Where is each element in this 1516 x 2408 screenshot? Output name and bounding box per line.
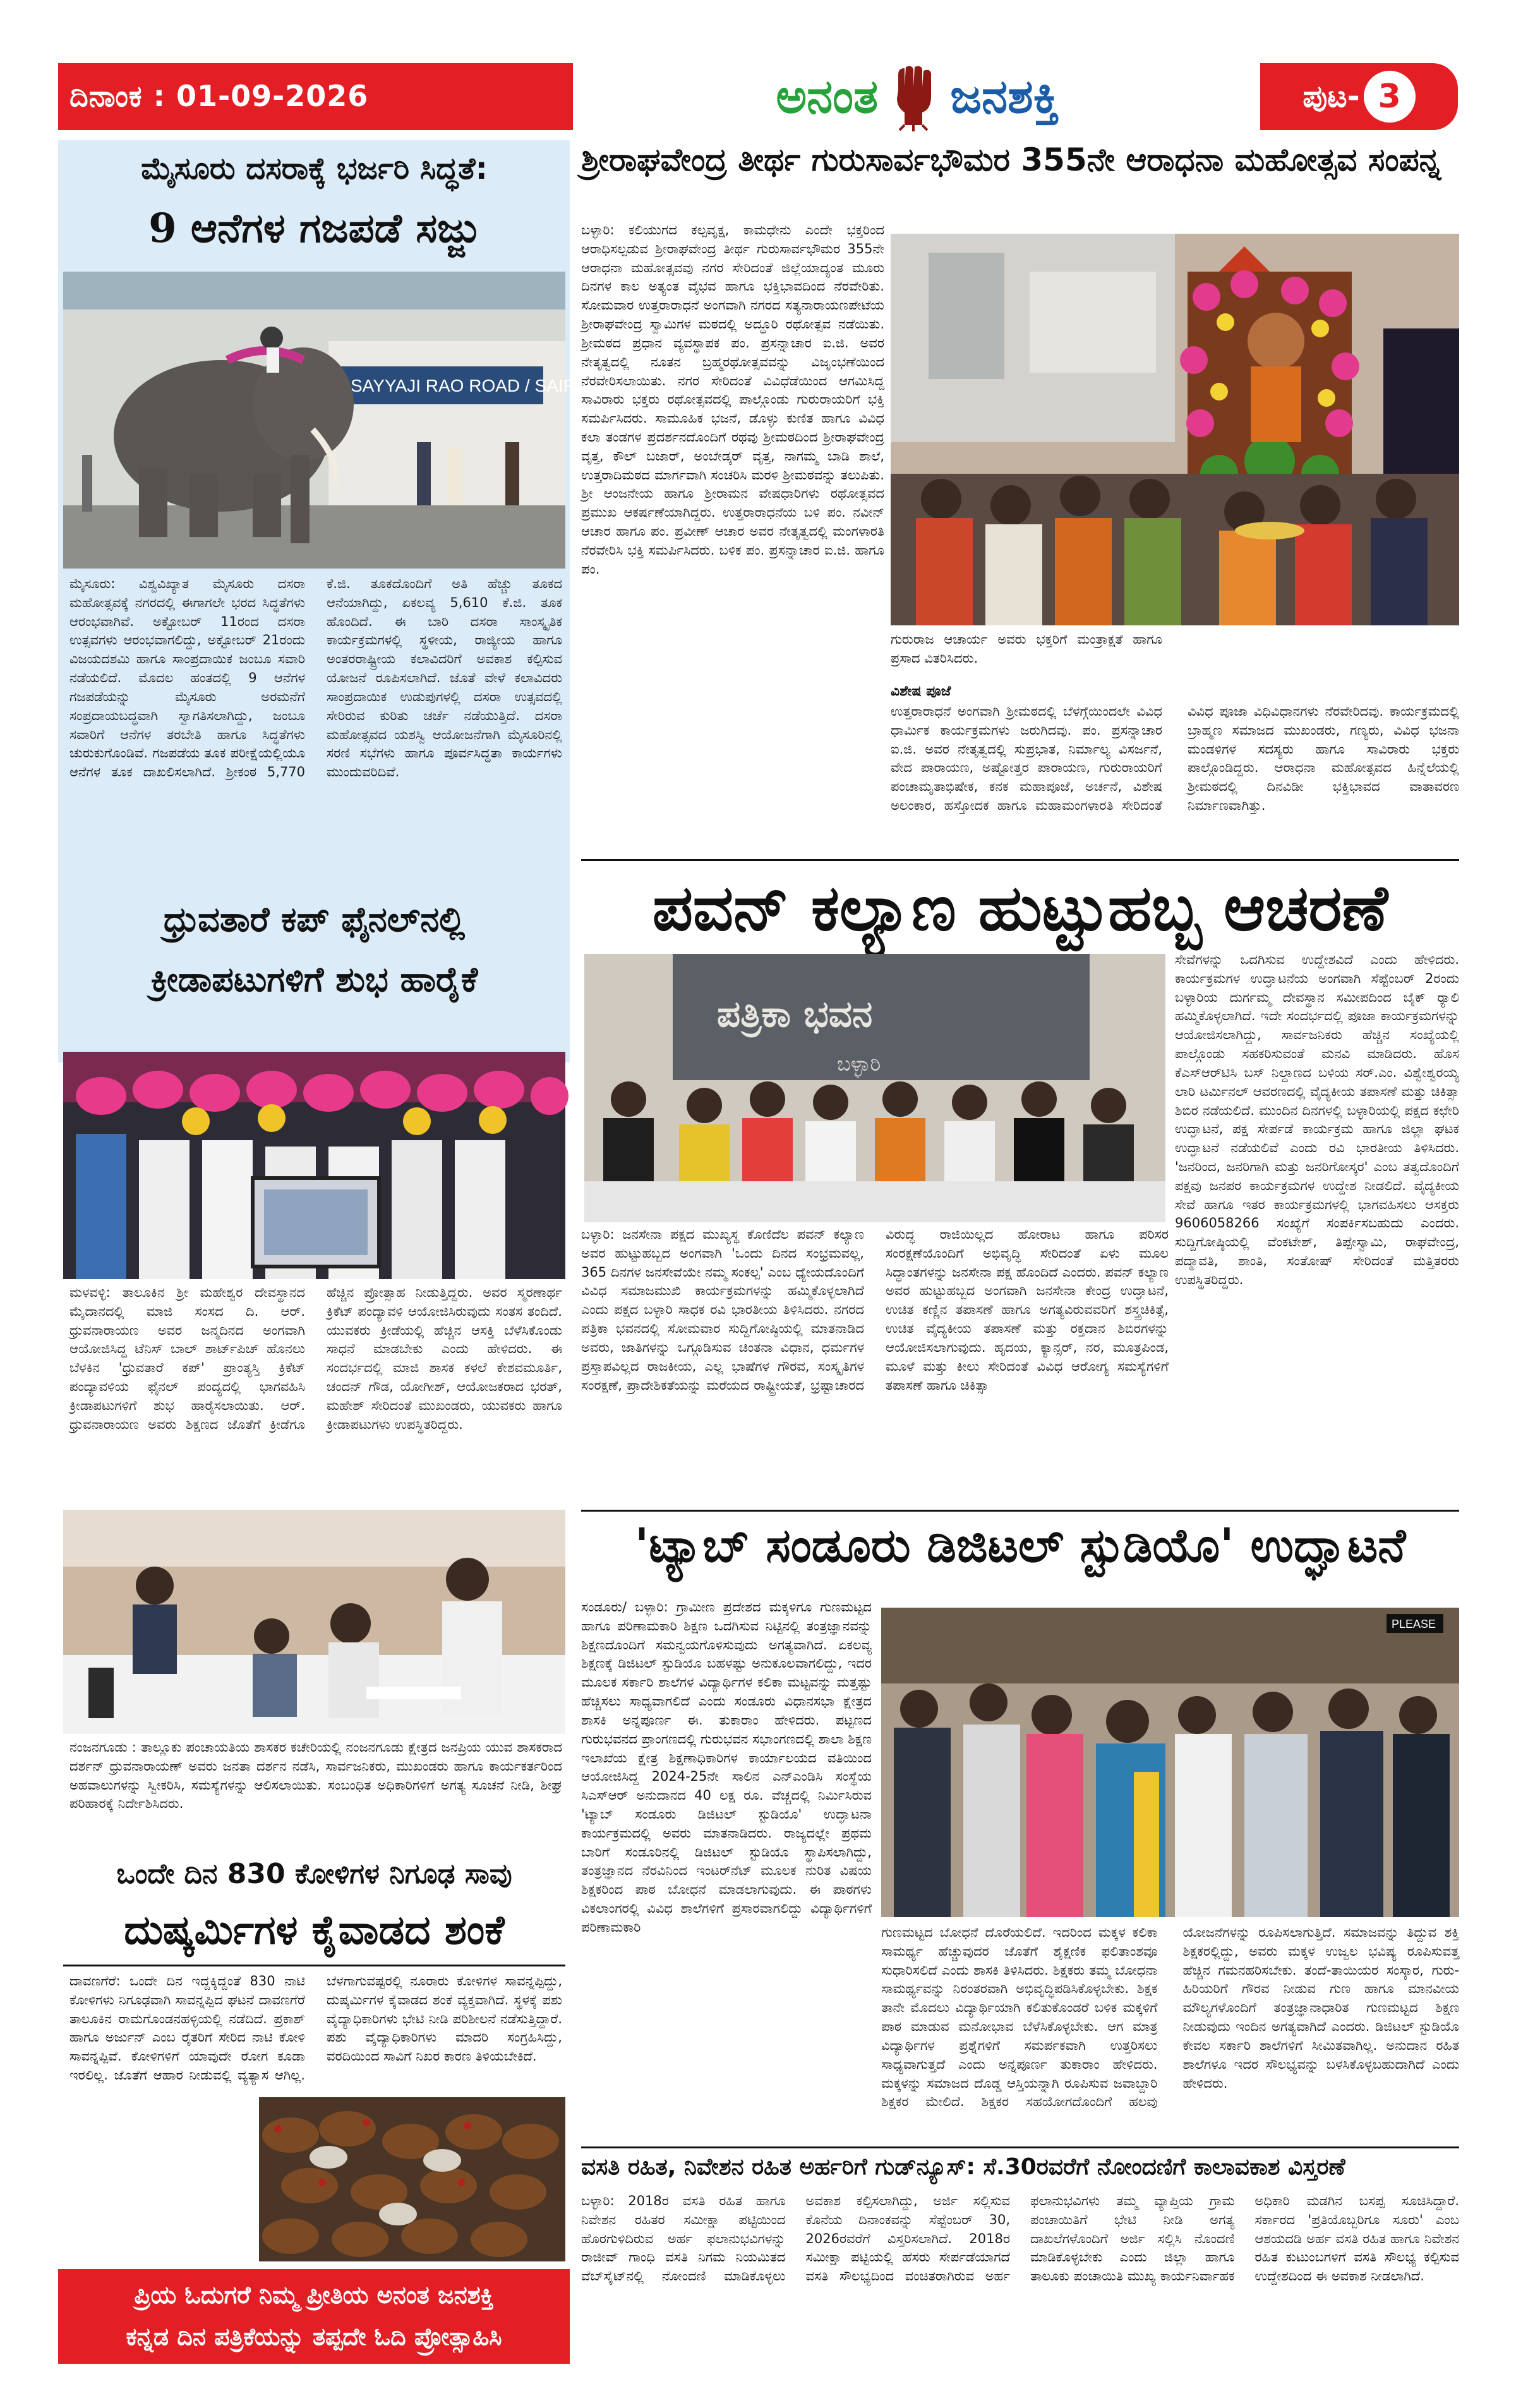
raghavendra-headline: ಶ್ರೀರಾಘವೇಂದ್ರ ತೀರ್ಥ ಗುರುಸಾರ್ವಭೌಮರ 355ನೇ ಆರಾಧನಾ ಮಹೋತ್ಸವ ಸಂಪನ್ನ — [581, 141, 1441, 178]
cricket-subheadline: ಕ್ರೀಡಾಪಟುಗಳಿಗೆ ಶುಭ ಹಾರೈಕೆ — [150, 960, 478, 999]
raghavendra-photo-caption: ಗುರುರಾಜ ಆಚಾರ್ಯ ಅವರು ಭಕ್ತರಿಗೆ ಮಂತ್ರಾಕ್ಷತೆ ಹಾಗೂ ಪ್ರಸಾದ ವಿತರಿಸಿದರು. — [891, 632, 1162, 666]
tab-body-b: ಗುಣಮಟ್ಟದ ಬೋಧನೆ ದೊರೆಯಲಿದೆ. ಇದರಿಂದ ಮಕ್ಕಳ ಕಲಿಕಾ ಸಾಮರ್ಥ್ಯ ಹೆಚ್ಚುವುದರ ಜೊತೆಗೆ ಶೈಕ್ಷಣಿಕ ಫಲಿತಾಂಶವೂ ಸುಧಾರಿಸಲಿದೆ ಎಂದು ಶಾಸಕಿ ತಿಳಿಸಿದರು. ಶಿಕ್ಷಕರು ತಮ್ಮ ಬೋಧನಾ ಸಾಮರ್ಥ್ಯವನ್ನು ನಿರಂತರವಾಗಿ ಅಭಿವೃದ್ಧಿಪಡಿಸಿಕೊಳ್ಳಬೇಕು. ಶಿಕ್ಷಕ ತಾನೇ ಮೊದಲು ವಿದ್ಯಾರ್ಥಿಯಾಗಿ ಕಲಿತುಕೊಂಡರೆ ಬಳಿಕ ಮಕ್ಕಳಿಗೆ ಪಾಠ ಮಾಡುವ ಮನೋಭಾವ ಬೆಳೆಸಿಕೊಳ್ಳಬೇಕು. ಆಗ ಮಾತ್ರ ವಿದ್ಯಾರ್ಥಿಗಳ ಪ್ರಶ್ನೆಗಳಿಗೆ ಸಮರ್ಪಕವಾಗಿ ಉತ್ತರಿಸಲು ಸಾಧ್ಯವಾಗುತ್ತದೆ ಎಂದು ಅನ್ನಪೂರ್ಣ ತುಕಾರಾಂ ಹೇಳಿದರು. ಮಕ್ಕಳನ್ನು ಸಮಾಜದ ದೊಡ್ಡ ಆಸ್ತಿಯನ್ನಾಗಿ ರೂಪಿಸುವ ಜವಾಬ್ದಾರಿ ಶಿಕ್ಷಕರ ಮೇಲಿದೆ. ಶಿಕ್ಷಕರ ಸಹಯೋಗದೊಂದಿಗೆ ಹಲವು ಯೋಜನೆಗಳನ್ನು ರೂಪಿಸಲಾಗುತ್ತಿದೆ. ಸಮಾಜವನ್ನು ತಿದ್ದುವ ಶಕ್ತಿ ಶಿಕ್ಷಕರಲ್ಲಿದ್ದು, ಅವರು ಮಕ್ಕಳ ಉಜ್ವಲ ಭವಿಷ್ಯ ರೂಪಿಸುವತ್ತ ಹೆಚ್ಚಿನ ಗಮನಹರಿಸಬೇಕು. ತಂದೆ-ತಾಯಿಯರ ಸಂಸ್ಕಾರ, ಗುರು-ಹಿರಿಯರಿಗೆ ಗೌರವ ನೀಡುವ ಗುಣ ಹಾಗೂ ಮಾನವೀಯ ಮೌಲ್ಯಗಳೊಂದಿಗೆ ತಂತ್ರಜ್ಞಾನಾಧಾರಿತ ಗುಣಮಟ್ಟದ ಶಿಕ್ಷಣ ನೀಡುವುದು ಇಂದಿನ ಅಗತ್ಯವಾಗಿದೆ ಎಂದರು. ಡಿಜಿಟಲ್ ಸ್ಟುಡಿಯೊ ಕೇವಲ ಸರ್ಕಾರಿ ಶಾಲೆಗಳಿಗೆ ಸೀಮಿತವಾಗಿಲ್ಲ. ಅನುದಾನ ರಹಿತ ಶಾಲೆಗಳೂ ಇದರ ಸೌಲಭ್ಯವನ್ನು ಬಳಸಿಕೊಳ್ಳಬಹುದಾಗಿದೆ ಎಂದು ಹೇಳಿದರು. — [881, 1925, 1459, 2110]
raised-fist-icon — [886, 62, 942, 131]
section-divider — [63, 1965, 565, 1966]
page-label: ಪುಟ- — [1302, 78, 1360, 114]
cricket-headline: ಧ್ರುವತಾರೆ ಕಪ್ ಫೈನಲ್‌ನಲ್ಲಿ — [163, 900, 466, 939]
digital-studio-photo-illustration — [881, 1608, 1459, 1917]
press-banner-title: ಪತ್ರಿಕಾ ಭವನ — [717, 992, 873, 1035]
housing-body: ಬಳ್ಳಾರಿ: 2018ರ ವಸತಿ ರಹಿತ ಹಾಗೂ ನಿವೇಶನ ರಹಿತರ ಸಮೀಕ್ಷಾ ಪಟ್ಟಿಯಿಂದ ಹೊರಗುಳಿದಿರುವ ಅರ್ಹ ಫಲಾನುಭವಿಗಳನ್ನು ರಾಜೀವ್ ಗಾಂಧಿ ವಸತಿ ನಿಗಮ ನಿಯಮಿತದ ವೆಬ್‌ಸೈಟ್‌ನಲ್ಲಿ ನೋಂದಣಿ ಮಾಡಿಕೊಳ್ಳಲು ಅವಕಾಶ ಕಲ್ಪಿಸಲಾಗಿದ್ದು, ಅರ್ಜಿ ಸಲ್ಲಿಸುವ ಕೊನೆಯ ದಿನಾಂಕವನ್ನು ಸೆಪ್ಟೆಂಬರ್ 30, 2026ರವರೆಗೆ ವಿಸ್ತರಿಸಲಾಗಿದೆ. 2018ರ ಸಮೀಕ್ಷಾ ಪಟ್ಟಿಯಲ್ಲಿ ಹೆಸರು ಸೇರ್ಪಡೆಯಾಗದೆ ವಸತಿ ಸೌಲಭ್ಯದಿಂದ ವಂಚಿತರಾಗಿರುವ ಅರ್ಹ ಫಲಾನುಭವಿಗಳು ತಮ್ಮ ವ್ಯಾಪ್ತಿಯ ಗ್ರಾಮ ಪಂಚಾಯಿತಿಗೆ ಭೇಟಿ ನೀಡಿ ಅಗತ್ಯ ದಾಖಲೆಗಳೊಂದಿಗೆ ಅರ್ಜಿ ಸಲ್ಲಿಸಿ ನೊಂದಣಿ ಮಾಡಿಕೊಳ್ಳಬೇಕು ಎಂದು ಜಿಲ್ಲಾ ಹಾಗೂ ತಾಲೂಕು ಪಂಚಾಯಿತಿ ಮುಖ್ಯ ಕಾರ್ಯನಿರ್ವಾಹಕ ಅಧಿಕಾರಿ ಮಡಗಿನ ಬಸಪ್ಪ ಸೂಚಿಸಿದ್ದಾರೆ. ಸರ್ಕಾರದ 'ಪ್ರತಿಯೊಬ್ಬರಿಗೂ ಸೂರು' ಎಂಬ ಆಶಯದಡಿ ಅರ್ಹ ವಸತಿ ರಹಿತ ಹಾಗೂ ನಿವೇಶನ ರಹಿತ ಕುಟುಂಬಗಳಿಗೆ ವಸತಿ ಸೌಲಭ್ಯ ಕಲ್ಪಿಸುವ ಉದ್ದೇಶದಿಂದ ಈ ಅವಕಾಶ ನೀಡಲಾಗಿದೆ. — [581, 2193, 1459, 2284]
chickens-photo-illustration — [259, 2097, 565, 2261]
chicken-headline: ಒಂದೇ ದಿನ 830 ಕೋಳಿಗಳ ನಿಗೂಢ ಸಾವು — [116, 1858, 512, 1890]
page-number-badge — [1260, 63, 1458, 130]
section-divider — [581, 859, 1459, 861]
press-banner-subtitle: ಬಳ್ಳಾರಿ — [837, 1052, 881, 1076]
newspaper-logo — [572, 58, 1263, 135]
date-text: ದಿನಾಂಕ : 01-09-2026 — [69, 79, 369, 113]
digital-studio-photo — [881, 1608, 1459, 1917]
rathotsava-photo-illustration — [891, 234, 1459, 625]
janata-darshan-photo-illustration — [63, 1510, 565, 1734]
raghavendra-subhead: ವಿಶೇಷ ಪೂಜೆ — [891, 683, 951, 699]
chicken-body-top: ದಾವಣಗೆರೆ: ಒಂದೇ ದಿನ ಇದ್ದಕ್ಕಿದ್ದಂತೆ 830 ನಾಟಿ ಕೋಳಿಗಳು ನಿಗೂಢವಾಗಿ ಸಾವನ್ನಪ್ಪಿದ ಘಟನೆ ದಾವಣಗೆರೆ ತಾಲೂಕಿನ ರಾಮಗೊಂಡನಹಳ್ಳಿಯಲ್ಲಿ ನಡೆದಿದೆ. ಪ್ರಕಾಶ್ ಹಾಗೂ ಅರ್ಜುನ್ ಎಂಬ ರೈತರಿಗೆ ಸೇರಿದ ನಾಟಿ ಕೋಳಿ ಸಾವನ್ನಪ್ಪಿವೆ. ಕೋಳಿಗಳಿಗೆ ಯಾವುದೇ ರೋಗ ಕೂಡಾ ಇರಲಿಲ್ಲ. ಜೊತೆಗೆ ಆಹಾರ ನೀಡುವಲ್ಲಿ ವ್ಯತ್ಯಾಸ ಆಗಿಲ್ಲ. ಬೆಳಗಾಗುವಷ್ಟರಲ್ಲಿ ನೂರಾರು ಕೋಳಿಗಳ ಸಾವನ್ನಪ್ಪಿದ್ದು, ದುಷ್ಕರ್ಮಿಗಳ ಕೈವಾಡದ ಶಂಕೆ ವ್ಯಕ್ತವಾಗಿದೆ. ಸ್ಥಳಕ್ಕೆ ಪಶು ವೈದ್ಯಾಧಿಕಾರಿಗಳು ಭೇಟಿ ನೀಡಿ ಪರಿಶೀಲನೆ ನಡೆಸುತ್ತಿದ್ದಾರೆ. ಪಶು ವೈದ್ಯಾಧಿಕಾರಿಗಳು ಮಾದರಿ ಸಂಗ್ರಹಿಸಿದ್ದು, ವರದಿಯಿಂದ ಸಾವಿಗೆ ನಿಖರ ಕಾರಣ ತಿಳಿಯಬೇಕಿದೆ. — [69, 1973, 562, 2083]
housing-headline: ವಸತಿ ರಹಿತ, ನಿವೇಶನ ರಹಿತ ಅರ್ಹರಿಗೆ ಗುಡ್‌ನ್ಯೂಸ್: ಸೆ.30ರವರೆಗೆ ನೋಂದಣಿಗೆ ಕಾಲಾವಕಾಶ ವಿಸ್ತರಣೆ — [581, 2154, 1345, 2180]
cricket-photo-illustration — [63, 1052, 565, 1279]
reader-appeal-line2: ಕನ್ನಡ ದಿನ ಪತ್ರಿಕೆಯನ್ನು ತಪ್ಪದೇ ಓದಿ ಪ್ರೋತ್ಸಾಹಿಸಿ — [126, 2323, 502, 2351]
section-divider — [581, 1510, 1459, 1512]
tab-body-a: ಸಂಡೂರು/ ಬಳ್ಳಾರಿ: ಗ್ರಾಮೀಣ ಪ್ರದೇಶದ ಮಕ್ಕಳಿಗೂ ಗುಣಮಟ್ಟದ ಹಾಗೂ ಪರಿಣಾಮಕಾರಿ ಶಿಕ್ಷಣ ಒದಗಿಸುವ ನಿಟ್ಟಿನಲ್ಲಿ ತಂತ್ರಜ್ಞಾನವನ್ನು ಶಿಕ್ಷಣದೊಂದಿಗೆ ಸಮನ್ವಯಗೊಳಿಸುವುದು ಅಗತ್ಯವಾಗಿದೆ. ಏಕಲವ್ಯ ಶಿಕ್ಷಣಕ್ಕೆ ಡಿಜಿಟಲ್ ಸ್ಟುಡಿಯೊ ಬಹಳಷ್ಟು ಅನುಕೂಲವಾಗಲಿದ್ದು, ಇದರ ಮೂಲಕ ಸರ್ಕಾರಿ ಶಾಲೆಗಳ ವಿದ್ಯಾರ್ಥಿಗಳ ಕಲಿಕಾ ಮಟ್ಟವನ್ನು ಮತ್ತಷ್ಟು ಹೆಚ್ಚಿಸಲು ಸಾಧ್ಯವಾಗಲಿದೆ ಎಂದು ಸಂಡೂರು ವಿಧಾನಸಭಾ ಕ್ಷೇತ್ರದ ಶಾಸಕಿ ಅನ್ನಪೂರ್ಣ ಈ. ತುಕಾರಾಂ ಹೇಳಿದರು. ಪಟ್ಟಣದ ಗುರುಭವನದ ಪ್ರಾಂಗಣದಲ್ಲಿ ಗುರುಭವನ ಸಭಾಂಗಣದಲ್ಲಿ ಶಾಲಾ ಶಿಕ್ಷಣ ಇಲಾಖೆಯ ಕ್ಷೇತ್ರ ಶಿಕ್ಷಣಾಧಿಕಾರಿಗಳ ಕಾರ್ಯಾಲಯದ ವತಿಯಿಂದ ಆಯೋಜಿಸಿದ್ದ 2024-25ನೇ ಸಾಲಿನ ಎನ್‌ಎಂಡಿಸಿ ಸಂಸ್ಥೆಯ ಸಿಎಸ್‌ಆರ್ ಅನುದಾನದ 40 ಲಕ್ಷ ರೂ. ವೆಚ್ಚದಲ್ಲಿ ನಿರ್ಮಿಸಿರುವ 'ಟ್ಯಾಬ್ ಸಂಡೂರು ಡಿಜಿಟಲ್ ಸ್ಟುಡಿಯೊ' ಉದ್ಘಾಟನಾ ಕಾರ್ಯಕ್ರಮದಲ್ಲಿ ಅವರು ಮಾತನಾಡಿದರು. ರಾಜ್ಯದಲ್ಲೇ ಪ್ರಥಮ ಬಾರಿಗೆ ಸಂಡೂರಿನಲ್ಲಿ ಡಿಜಿಟಲ್ ಸ್ಟುಡಿಯೊ ಸ್ಥಾಪಿಸಲಾಗಿದ್ದು, ತಂತ್ರಜ್ಞಾನದ ನೆರವಿನಿಂದ ಇಂಟರ್‌ನೆಟ್ ಮೂಲಕ ನುರಿತ ವಿಷಯ ಶಿಕ್ಷಕರಿಂದ ಪಾಠ ಬೋಧನೆ ಮಾಡಲಾಗುವುದು. ಈ ಪಾಠಗಳು ವಿಕಲಾಂಗರಲ್ಲಿ ವಿವಿಧ ಶಾಲೆಗಳಿಗೆ ಪ್ರಸಾರವಾಗಲಿದ್ದು ವಿದ್ಯಾರ್ಥಿಗಳಿಗೆ ಪರಿಣಾಮಕಾರಿ — [581, 1599, 872, 1935]
press-meet-photo-illustration — [584, 954, 1165, 1222]
section-divider — [581, 2146, 1459, 2148]
tab-headline: 'ಟ್ಯಾಬ್ ಸಂಡೂರು ಡಿಜಿಟಲ್ ಸ್ಟುಡಿಯೊ' ಉದ್ಘಾಟನೆ — [634, 1519, 1406, 1573]
pawan-headline: ಪವನ್ ಕಲ್ಯಾಣ ಹುಟ್ಟುಹಬ್ಬ ಆಚರಣೆ — [652, 870, 1388, 945]
logo-left-text: ಅನಂತ — [776, 69, 879, 124]
cricket-body: ಮಳವಳ್ಳಿ: ತಾಲೂಕಿನ ಶ್ರೀ ಮಹೇಶ್ವರ ದೇವಸ್ಥಾನದ ಮೈದಾನದಲ್ಲಿ ಮಾಜಿ ಸಂಸದ ದಿ. ಆರ್. ಧ್ರುವನಾರಾಯಣ ಅವರ ಜನ್ಮದಿನದ ಅಂಗವಾಗಿ ಆಯೋಜಿಸಿದ್ದ ಟೆನಿಸ್ ಬಾಲ್ ಶಾರ್ಟ್‌ಪಿಚ್ ಹೊನಲು ಬೆಳಕಿನ 'ಧ್ರುವತಾರೆ ಕಪ್' ಪ್ರಾಂತ್ಯಸ್ತಿ ಕ್ರಿಕೆಟ್ ಪಂದ್ಯಾವಳಿಯ ಫೈನಲ್ ಪಂದ್ಯದಲ್ಲಿ ಭಾಗವಹಿಸಿ ಕ್ರೀಡಾಪಟುಗಳಿಗೆ ಶುಭ ಹಾರೈಸಲಾಯಿತು. ಆರ್. ಧ್ರುವನಾರಾಯಣ ಅವರು ಶಿಕ್ಷಣದ ಜೊತೆಗೆ ಕ್ರೀಡೆಗೂ ಹೆಚ್ಚಿನ ಪ್ರೋತ್ಸಾಹ ನೀಡುತ್ತಿದ್ದರು. ಅವರ ಸ್ಮರಣಾರ್ಥ ಕ್ರಿಕೆಟ್ ಪಂದ್ಯಾವಳಿ ಆಯೋಜಿಸಿರುವುದು ಸಂತಸ ತಂದಿದೆ. ಯುವಕರು ಕ್ರೀಡೆಯಲ್ಲಿ ಹೆಚ್ಚಿನ ಆಸಕ್ತಿ ಬೆಳೆಸಿಕೊಂಡು ಸಾಧನೆ ಮಾಡಬೇಕು ಎಂದು ಹೇಳಿದರು. ಈ ಸಂದರ್ಭದಲ್ಲಿ ಮಾಜಿ ಶಾಸಕ ಕಳಲೆ ಕೇಶವಮೂರ್ತಿ, ಚಂದನ್ ಗೌಡ, ಯೋಗೀಶ್, ಆಯೋಜಕರಾದ ಭರತ್, ಮಹೇಶ್ ಸೇರಿದಂತೆ ಮುಖಂಡರು, ಯುವಕರು ಹಾಗೂ ಕ್ರೀಡಾಪಟುಗಳು ಉಪಸ್ಥಿತರಿದ್ದರು. — [69, 1285, 562, 1432]
pawan-body-a: ಬಳ್ಳಾರಿ: ಜನಸೇನಾ ಪಕ್ಷದ ಮುಖ್ಯಸ್ಥ ಕೊಣಿದೆಲ ಪವನ್ ಕಲ್ಯಾಣ ಅವರ ಹುಟ್ಟುಹಬ್ಬದ ಅಂಗವಾಗಿ 'ಒಂದು ದಿನದ ಸಂಭ್ರಮವಲ್ಲ, 365 ದಿನಗಳ ಜನಸೇವೆಯೇ ನಮ್ಮ ಸಂಕಲ್ಪ' ಎಂಬ ಧ್ಯೇಯದೊಂದಿಗೆ ವಿವಿಧ ಸಮಾಜಮುಖಿ ಕಾರ್ಯಕ್ರಮಗಳನ್ನು ಹಮ್ಮಿಕೊಳ್ಳಲಾಗಿದೆ ಎಂದು ಪಕ್ಷದ ಬಳ್ಳಾರಿ ಸಾಧಕ ರವಿ ಭಾರತೀಯ ತಿಳಿಸಿದರು. ನಗರದ ಪತ್ರಿಕಾ ಭವನದಲ್ಲಿ ಸೋಮವಾರ ಸುದ್ದಿಗೋಷ್ಠಿಯಲ್ಲಿ ಮಾತನಾಡಿದ ಅವರು, ಜಾತಿಗಳನ್ನು ಒಗ್ಗೂಡಿಸುವ ಚಿಂತನಾ ವಿಧಾನ, ಧರ್ಮಗಳ ಪ್ರಸ್ತಾಪವಿಲ್ಲದ ರಾಜಕೀಯ, ಎಲ್ಲ ಭಾಷೆಗಳ ಗೌರವ, ಸಂಸ್ಕೃತಿಗಳ ಸಂರಕ್ಷಣೆ, ಪ್ರಾದೇಶಿಕತೆಯನ್ನು ಮರೆಯದ ರಾಷ್ಟ್ರೀಯತೆ, ಭ್ರಷ್ಟಾಚಾರದ ವಿರುದ್ಧ ರಾಜಿಯಿಲ್ಲದ ಹೋರಾಟ ಹಾಗೂ ಪರಿಸರ ಸಂರಕ್ಷಣೆಯೊಂದಿಗೆ ಅಭಿವೃದ್ಧಿ ಸೇರಿದಂತೆ ಏಳು ಮೂಲ ಸಿದ್ಧಾಂತಗಳನ್ನು ಜನಸೇನಾ ಪಕ್ಷ ಹೊಂದಿದೆ ಎಂದರು. ಪವನ್ ಕಲ್ಯಾಣ ಅವರ ಹುಟ್ಟುಹಬ್ಬದ ಅಂಗವಾಗಿ ಜನಸೇನಾ ಕೇಂದ್ರ ಉದ್ಘಾಟನೆ, ಉಚಿತ ಕಣ್ಣಿನ ತಪಾಸಣೆ ಹಾಗೂ ಅಗತ್ಯವಿರುವವರಿಗೆ ಶಸ್ತ್ರಚಿಕಿತ್ಸೆ, ಉಚಿತ ವೈದ್ಯಕೀಯ ತಪಾಸಣೆ ಮತ್ತು ರಕ್ತದಾನ ಶಿಬಿರಗಳನ್ನು ಆಯೋಜಿಸಲಾಗುವುದು. ಹೃದಯ, ಕ್ಯಾನ್ಸರ್, ನರ, ಮೂತ್ರಪಿಂಡ, ಮೂಳೆ ಮತ್ತು ಕೀಲು ಸೇರಿದಂತೆ ವಿವಿಧ ಆರೋಗ್ಯ ಸಮಸ್ಯೆಗಳಿಗೆ ತಪಾಸಣೆ ಹಾಗೂ ಚಿಕಿತ್ಸಾ — [581, 1227, 1169, 1393]
raghavendra-body-mid: ಉತ್ತರಾರಾಧನೆ ಅಂಗವಾಗಿ ಶ್ರೀಮಠದಲ್ಲಿ ಬೆಳಗ್ಗೆಯಿಂದಲೇ ವಿವಿಧ ಧಾರ್ಮಿಕ ಕಾರ್ಯಕ್ರಮಗಳು ಜರುಗಿದವು. ಪಂ. ಪ್ರಸನ್ನಾಚಾರ ಐ.ಜಿ. ಅವರ ನೇತೃತ್ವದಲ್ಲಿ ಸುಪ್ರಭಾತ, ನಿರ್ಮಾಲ್ಯ ವಿಸರ್ಜನೆ, ವೇದ ಪಾರಾಯಣ, ಅಷ್ಟೋತ್ತರ ಪಾರಾಯಣ, ಗುರುರಾಯರಿಗೆ ಪಂಚಾಮೃತಾಭಿಷೇಕ, ಕನಕ ಮಹಾಪೂಜೆ, ಅರ್ಚನೆ, ವಿಶೇಷ ಅಲಂಕಾರ, ಹಸ್ತೋದಕ ಹಾಗೂ ಮಹಾಮಂಗಳಾರತಿ ಸೇರಿದಂತೆ ವಿವಿಧ ಪೂಜಾ ವಿಧಿವಿಧಾನಗಳು ನೆರವೇರಿದವು. ಕಾರ್ಯಕ್ರಮದಲ್ಲಿ ಬ್ರಾಹ್ಮಣ ಸಮಾಜದ ಮುಖಂಡರು, ಗಣ್ಯರು, ವಿವಿಧ ಭಜನಾ ಮಂಡಳಿಗಳ ಸದಸ್ಯರು ಹಾಗೂ ಸಾವಿರಾರು ಭಕ್ತರು ಪಾಲ್ಗೊಂಡಿದ್ದರು. ಆರಾಧನಾ ಮಹೋತ್ಸವದ ಹಿನ್ನೆಲೆಯಲ್ಲಿ ಶ್ರೀಮಠದಲ್ಲಿ ದಿನವಿಡೀ ಭಕ್ತಿಭಾವದ ವಾತಾವರಣ ನಿರ್ಮಾಣವಾಗಿತ್ತು. — [891, 704, 1459, 814]
nanjangud-body: ನಂಜನಗೂಡು : ತಾಲ್ಲೂಕು ಪಂಚಾಯತಿಯ ಶಾಸಕರ ಕಚೇರಿಯಲ್ಲಿ ನಂಜನಗೂಡು ಕ್ಷೇತ್ರದ ಜನಪ್ರಿಯ ಯುವ ಶಾಸಕರಾದ ದರ್ಶನ್ ಧ್ರುವನಾರಾಯಣ್ ಅವರು ಜನತಾ ದರ್ಶನ ನಡೆಸಿ, ಸಾರ್ವಜನಿಕರು, ಮುಖಂಡರು ಹಾಗೂ ಕಾರ್ಯಕರ್ತರಿಂದ ಅಹವಾಲುಗಳನ್ನು ಸ್ವೀಕರಿಸಿ, ಸಮಸ್ಯೆಗಳನ್ನು ಆಲಿಸಲಾಯಿತು. ಸಂಬಂಧಿತ ಅಧಿಕಾರಿಗಳಿಗೆ ಅಗತ್ಯ ಸೂಚನೆ ನೀಡಿ, ಶೀಘ್ರ ಪರಿಹಾರಕ್ಕೆ ನಿರ್ದೇಶಿಸಿದರು. — [69, 1740, 562, 1812]
mysuru-headline: ಮೈಸೂರು ದಸರಾಕ್ಕೆ ಭರ್ಜರಿ ಸಿದ್ಧತೆ: — [141, 151, 488, 186]
please-sign-text: PLEASE — [1392, 1618, 1436, 1630]
raghavendra-body-left: ಬಳ್ಳಾರಿ: ಕಲಿಯುಗದ ಕಲ್ಪವೃಕ್ಷ, ಕಾಮಧೇನು ಎಂದೇ ಭಕ್ತರಿಂದ ಆರಾಧಿಸಲ್ಪಡುವ ಶ್ರೀರಾಘವೇಂದ್ರ ತೀರ್ಥ ಗುರುಸಾರ್ವಭೌಮರ 355ನೇ ಆರಾಧನಾ ಮಹೋತ್ಸವವು ನಗರ ಸೇರಿದಂತೆ ಜಿಲ್ಲೆಯಾದ್ಯಂತ ಮೂರು ದಿನಗಳ ಕಾಲ ಅತ್ಯಂತ ವೈಭವ ಹಾಗೂ ಭಕ್ತಿಭಾವದಿಂದ ನೆರವೇರಿತು. ಸೋಮವಾರ ಉತ್ತರಾರಾಧನೆ ಅಂಗವಾಗಿ ನಗರದ ಸತ್ಯನಾರಾಯಣಪೇಟೆಯ ಶ್ರೀರಾಘವೇಂದ್ರ ಸ್ವಾಮಿಗಳ ಮಠದಲ್ಲಿ ಅದ್ಧೂರಿ ರಥೋತ್ಸವ ನಡೆಯಿತು. ಶ್ರೀಮಠದ ಪ್ರಧಾನ ವ್ಯವಸ್ಥಾಪಕ ಪಂ. ಪ್ರಸನ್ನಾಚಾರ ಐ.ಜಿ. ಅವರ ನೇತೃತ್ವದಲ್ಲಿ ನೂತನ ಬ್ರಹ್ಮರಥೋತ್ಸವವನ್ನು ವಿಜೃಂಭಣೆಯಿಂದ ನೆರವೇರಿಸಲಾಯಿತು. ನಗರ ಸೇರಿದಂತೆ ವಿವಿಧೆಡೆಯಿಂದ ಆಗಮಿಸಿದ್ದ ಸಾವಿರಾರು ಭಕ್ತರು ರಥೋತ್ಸವದಲ್ಲಿ ಪಾಲ್ಗೊಂಡು ಗುರುರಾಯರಿಗೆ ಭಕ್ತಿ ಸಮರ್ಪಿಸಿದರು. ಸಾಮೂಹಿಕ ಭಜನೆ, ಡೊಳ್ಳು ಕುಣಿತ ಹಾಗೂ ವಿವಿಧ ಕಲಾ ತಂಡಗಳ ಪ್ರದರ್ಶನದೊಂದಿಗೆ ರಥವು ಶ್ರೀಮಠದಿಂದ ಶ್ರೀರಾಘವೇಂದ್ರ ವೃತ್ತ, ಕೌಲ್ ಬಜಾರ್, ಅಂಬೇಡ್ಕರ್ ವೃತ್ತ, ನಾಗಮ್ಮ ಬಾಡಿ ಶಾಲೆ, ಉತ್ತರಾದಿಮಠದ ಮಾರ್ಗವಾಗಿ ಸಂಚರಿಸಿ ಮರಳಿ ಶ್ರೀಮಠವನ್ನು ತಲುಪಿತು. ಶ್ರೀ ಆಂಜನೇಯ ಹಾಗೂ ಶ್ರೀರಾಮನ ವೇಷಧಾರಿಗಳು ರಥೋತ್ಸವದ ಪ್ರಮುಖ ಆಕರ್ಷಣೆಯಾಗಿದ್ದರು. ಉತ್ತರಾರಾಧನೆಯ ಬಳಿ ಪಂ. ನವೀನ್ ಆಚಾರ ಹಾಗೂ ಪಂ. ಪ್ರವೀಣ್ ಆಚಾರ ಅವರ ನೇತೃತ್ವದಲ್ಲಿ ಮಂಗಳಾರತಿ ನೆರವೇರಿಸಿ ಭಕ್ತಿ ಸಮರ್ಪಿಸಿದರು. ಬಳಿಕ ಪಂ. ಪ್ರಸನ್ನಾಚಾರ ಐ.ಜಿ. ಹಾಗೂ ಪಂ. — [581, 222, 884, 577]
press-meet-photo — [584, 954, 1165, 1222]
date-banner — [58, 63, 573, 130]
chicken-subheadline: ದುಷ್ಕರ್ಮಿಗಳ ಕೈವಾಡದ ಶಂಕೆ — [124, 1907, 505, 1954]
pawan-body-b: ಸೇವೆಗಳನ್ನು ಒದಗಿಸುವ ಉದ್ದೇಶವಿದೆ ಎಂದು ಹೇಳಿದರು. ಕಾರ್ಯಕ್ರಮಗಳ ಉದ್ಘಾಟನೆಯ ಅಂಗವಾಗಿ ಸೆಪ್ಟೆಂಬರ್ 2ರಂದು ಬಳ್ಳಾರಿಯ ದುರ್ಗಮ್ಮ ದೇವಸ್ಥಾನ ಸಮೀಪದಿಂದ ಬೈಕ್ ರ‍್ಯಾಲಿ ಹಮ್ಮಿಕೊಳ್ಳಲಾಗಿದೆ. ಇದೇ ಸಂದರ್ಭದಲ್ಲಿ ಪೂಜಾ ಕಾರ್ಯಕ್ರಮಗಳನ್ನು ಆಯೋಜಿಸಲಾಗಿದ್ದು, ಸಾರ್ವಜನಿಕರು ಹೆಚ್ಚಿನ ಸಂಖ್ಯೆಯಲ್ಲಿ ಪಾಲ್ಗೊಂಡು ಸಹಕರಿಸುವಂತೆ ಮನವಿ ಮಾಡಿದರು. ಹೊಸ ಕೆಎಸ್‌ಆರ್‌ಟಿಸಿ ಬಸ್ ನಿಲ್ದಾಣದ ಬಳಿಯ ಸರ್.ಎಂ. ವಿಶ್ವೇಶ್ವರಯ್ಯ ಲಾರಿ ಟರ್ಮಿನಲ್ ಆವರಣದಲ್ಲಿ ವೈದ್ಯಕೀಯ ತಪಾಸಣೆ ಮತ್ತು ಚಿಕಿತ್ಸಾ ಶಿಬಿರ ನಡೆಯಲಿದೆ. ಮುಂದಿನ ದಿನಗಳಲ್ಲಿ ಬಳ್ಳಾರಿಯಲ್ಲಿ ಪಕ್ಷದ ಕಛೇರಿ ಉದ್ಘಾಟನೆ, ಪಕ್ಷ ಸೇರ್ಪಡೆ ಕಾರ್ಯಕ್ರಮ ಹಾಗೂ ಜಿಲ್ಲಾ ಘಟಕ ಉದ್ಘಾಟನೆ ನಡೆಯಲಿವೆ ಎಂದು ರವಿ ಭಾರತೀಯ ತಿಳಿಸಿದರು. 'ಜನರಿಂದ, ಜನರಿಗಾಗಿ ಮತ್ತು ಜನರಿಗೋಸ್ಕರ' ಎಂಬ ತತ್ವದೊಂದಿಗೆ ಪಕ್ಷವು ಜನಪರ ಕಾರ್ಯಕ್ರಮಗಳ ಉದ್ದೇಶ ನೀಡಲಿದೆ. ವೈದ್ಯಕೀಯ ಸೇವೆ ಹಾಗೂ ಇತರ ಕಾರ್ಯಕ್ರಮಗಳಲ್ಲಿ ಭಾಗವಹಿಸಲು ಆಸಕ್ತರು 9606058266 ಸಂಖ್ಯೆಗೆ ಸಂಪರ್ಕಿಸಬಹುದು ಎಂದರು. ಸುದ್ದಿಗೋಷ್ಠಿಯಲ್ಲಿ ವೆಂಕಟೇಶ್, ತಿಪ್ಪೇಸ್ವಾಮಿ, ರಾಘವೇಂದ್ರ, ಪದ್ಮಾವತಿ, ಶಾಂತಿ, ಸಂತೋಷ್ ಸೇರಿದಂತೆ ಮತ್ತಿತರರು ಉಪಸ್ಥಿತರಿದ್ದರು. — [1175, 952, 1459, 1287]
janata-darshan-photo — [63, 1510, 565, 1734]
reader-appeal-line1: ಪ್ರಿಯ ಓದುಗರೆ ನಿಮ್ಮ ಪ್ರೀತಿಯ ಅನಂತ ಜನಶಕ್ತಿ — [134, 2281, 494, 2309]
dead-chickens-photo — [259, 2097, 565, 2261]
elephant-photo-illustration — [63, 272, 675, 569]
cricket-felicitation-photo — [63, 1052, 565, 1279]
reader-appeal-banner — [58, 2269, 570, 2364]
mysuru-subheadline: 9 ಆನೆಗಳ ಗಜಪಡೆ ಸಜ್ಜು — [148, 205, 480, 252]
shop-sign: SAYYAJI RAO ROAD / SAIRAM AND CO — [351, 376, 675, 395]
page-number: 3 — [1364, 71, 1416, 123]
rathotsava-photo — [891, 234, 1459, 625]
elephant-photo — [63, 272, 675, 569]
logo-right-text: ಜನಶಕ್ತಿ — [950, 69, 1059, 124]
mysuru-body: ಮೈಸೂರು: ವಿಶ್ವವಿಖ್ಯಾತ ಮೈಸೂರು ದಸರಾ ಮಹೋತ್ಸವಕ್ಕೆ ನಗರದಲ್ಲಿ ಈಗಾಗಲೇ ಭರದ ಸಿದ್ಧತೆಗಳು ಆರಂಭವಾಗಿವೆ. ಅಕ್ಟೋಬರ್ 11ರಂದ ದಸರಾ ಉತ್ಸವಗಳು ಆರಂಭವಾಗಲಿದ್ದು, ಅಕ್ಟೋಬರ್ 21ರಂದು ವಿಜಯದಶಮಿ ಹಾಗೂ ಸಾಂಪ್ರದಾಯಿಕ ಜಂಬೂ ಸವಾರಿ ನಡೆಯಲಿದೆ. ಮೊದಲ ಹಂತದಲ್ಲಿ 9 ಆನೆಗಳ ಗಜಪಡೆಯನ್ನು ಮೈಸೂರು ಅರಮನೆಗೆ ಸಂಪ್ರದಾಯಬದ್ಧವಾಗಿ ಸ್ವಾಗತಿಸಲಾಗಿದ್ದು, ಜಂಬೂ ಸವಾರಿಗೆ ಆನೆಗಳ ತರಬೇತಿ ಹಾಗೂ ಸಿದ್ಧತೆಗಳು ಚುರುಕುಗೊಂಡಿವೆ. ಗಜಪಡೆಯ ತೂಕ ಪರೀಕ್ಷೆಯಲ್ಲಿಯೂ ಆನೆಗಳ ತೂಕ ದಾಖಲಿಸಲಾಗಿದೆ. ಶ್ರೀಕಂಠ 5,770 ಕೆ.ಜಿ. ತೂಕದೊಂದಿಗೆ ಅತಿ ಹೆಚ್ಚು ತೂಕದ ಆನೆಯಾಗಿದ್ದು, ಏಕಲವ್ಯ 5,610 ಕೆ.ಜಿ. ತೂಕ ಹೊಂದಿದೆ. ಈ ಬಾರಿ ದಸರಾ ಸಾಂಸ್ಕೃತಿಕ ಕಾರ್ಯಕ್ರಮಗಳಲ್ಲಿ ಸ್ಥಳೀಯ, ರಾಜ್ಯೀಯ ಹಾಗೂ ಅಂತರರಾಷ್ಟ್ರೀಯ ಕಲಾವಿದರಿಗೆ ಅವಕಾಶ ಕಲ್ಪಿಸುವ ಯೋಜನೆ ರೂಪಿಸಲಾಗಿದೆ. ಜೊತೆ ವೇಳೆ ಕಲಾವಿದರು ಸಾಂಪ್ರದಾಯಿಕ ಉಡುಪುಗಳಲ್ಲಿ ದಸರಾ ಉತ್ಸವದಲ್ಲಿ ಸೇರಿರುವ ಕುರಿತು ಚರ್ಚೆ ನಡೆಯುತ್ತಿದೆ. ದಸರಾ ಮಹೋತ್ಸವದ ಯಶಸ್ವಿ ಆಯೋಜನೆಗಾಗಿ ಮೈಸೂರಿನಲ್ಲಿ ಸರಣಿ ಸಭೆಗಳು ಹಾಗೂ ಪೂರ್ವಸಿದ್ಧತಾ ಕಾರ್ಯಗಳು ಮುಂದುವರಿದಿವೆ. — [69, 576, 562, 780]
